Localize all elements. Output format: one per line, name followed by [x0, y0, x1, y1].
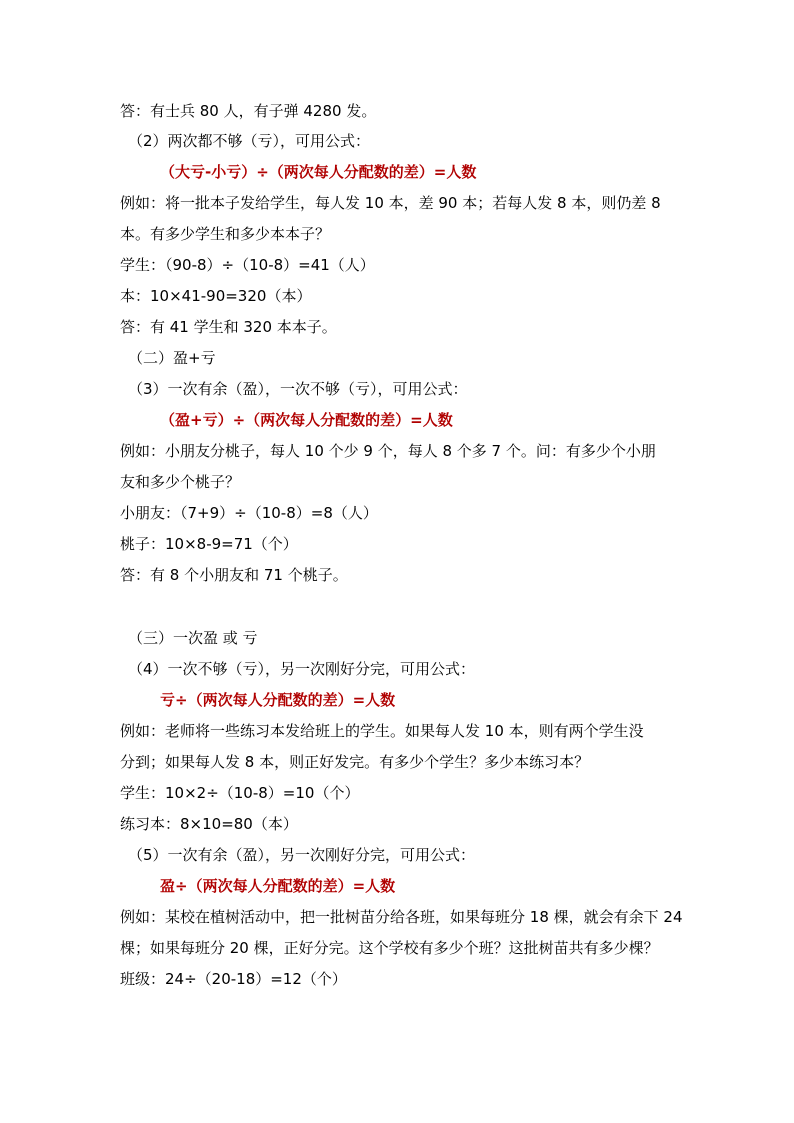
example-line: 友和多少个桃子？: [120, 473, 241, 491]
formula-line: （大亏-小亏）÷（两次每人分配数的差）=人数: [160, 163, 477, 181]
case-3-heading: （3）一次有余（盈），一次不够（亏），可用公式：: [128, 380, 468, 398]
answer-line: 答：有士兵 80 人，有子弹 4280 发。: [120, 102, 377, 120]
example-line: 本。有多少学生和多少本本子？: [120, 225, 331, 243]
solution-line: 练习本：8×10=80（本）: [120, 815, 298, 833]
case-4-heading: （4）一次不够（亏），另一次刚好分完，可用公式：: [128, 660, 476, 678]
example-line: 例如：将一批本子发给学生，每人发 10 本，差 90 本；若每人发 8 本，则仍差 8: [120, 194, 661, 212]
answer-line: 答：有 8 个小朋友和 71 个桃子。: [120, 566, 348, 584]
example-line: 例如：老师将一些练习本发给班上的学生。如果每人发 10 本，则有两个学生没: [120, 722, 644, 740]
case-2-heading: （2）两次都不够（亏），可用公式：: [128, 132, 371, 150]
formula-line: 亏÷（两次每人分配数的差）=人数: [160, 691, 396, 709]
formula-line: （盈+亏）÷（两次每人分配数的差）=人数: [160, 411, 453, 429]
solution-line: 学生：10×2÷（10-8）=10（个）: [120, 784, 360, 802]
example-line: 棵；如果每班分 20 棵，正好分完。这个学校有多少个班？这批树苗共有多少棵？: [120, 939, 659, 957]
solution-line: 本：10×41-90=320（本）: [120, 287, 312, 305]
example-line: 分到；如果每人发 8 本，则正好发完。有多少个学生？多少本练习本？: [120, 753, 590, 771]
solution-line: 小朋友：（7+9）÷（10-8）=8（人）: [120, 504, 378, 522]
solution-line: 班级：24÷（20-18）=12（个）: [120, 970, 347, 988]
case-5-heading: （5）一次有余（盈），另一次刚好分完，可用公式：: [128, 846, 476, 864]
formula-line: 盈÷（两次每人分配数的差）=人数: [160, 877, 396, 895]
section-heading: （三）一次盈 或 亏: [128, 629, 258, 647]
answer-line: 答：有 41 学生和 320 本本子。: [120, 318, 337, 336]
section-heading: （二）盈+亏: [128, 349, 216, 367]
solution-line: 桃子：10×8-9=71（个）: [120, 535, 298, 553]
example-line: 例如：某校在植树活动中，把一批树苗分给各班，如果每班分 18 棵，就会有余下 24: [120, 908, 683, 926]
solution-line: 学生：（90-8）÷（10-8）=41（人）: [120, 256, 375, 274]
example-line: 例如：小朋友分桃子，每人 10 个少 9 个，每人 8 个多 7 个。问：有多少个小朋: [120, 442, 656, 460]
